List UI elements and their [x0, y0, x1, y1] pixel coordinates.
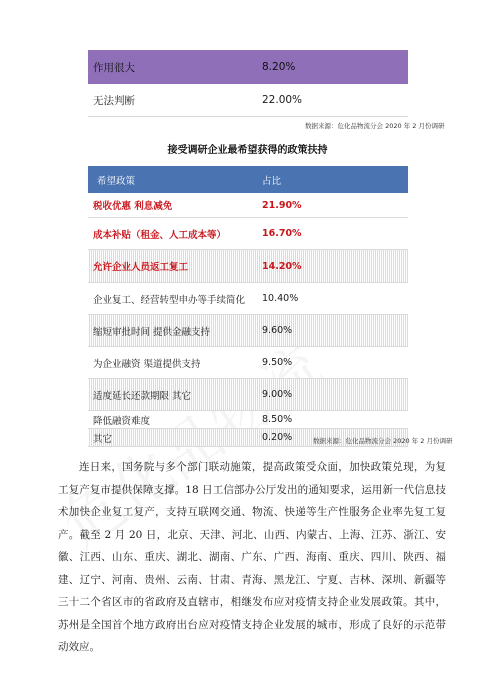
table-row — [88, 193, 408, 218]
table-row — [88, 347, 408, 379]
row-label: 降低融资难度 — [93, 415, 151, 427]
row-value: 10.40% — [262, 293, 299, 304]
row-label: 企业复工、经营转型申办等手续简化 — [93, 294, 246, 306]
row-label: 无法判断 — [93, 94, 135, 107]
source-note: 数据来源：危化品物流分会 2020 年 2 月份调研 — [313, 437, 453, 445]
table-row — [88, 50, 408, 84]
row-value: 9.60% — [262, 325, 293, 336]
row-value: 0.20% — [262, 432, 293, 443]
row-value: 9.00% — [262, 389, 293, 400]
policy-table — [88, 166, 408, 447]
table-row — [88, 218, 408, 250]
row-value: 9.50% — [262, 357, 293, 368]
row-value: 22.00% — [262, 94, 303, 106]
top-table — [88, 50, 408, 117]
row-label: 为企业融资 渠道提供支持 — [93, 358, 201, 370]
row-label: 成本补贴（租金、人工成本等） — [93, 229, 227, 241]
row-value: 16.70% — [262, 228, 302, 239]
table-header — [88, 166, 408, 193]
table-title: 接受调研企业最希望获得的政策扶持 — [167, 145, 328, 156]
table-row — [88, 411, 408, 429]
source-note: 数据来源：危化品物流分会 2020 年 2 月份调研 — [305, 122, 445, 130]
table-row — [88, 315, 408, 347]
row-value: 21.90% — [262, 199, 302, 211]
row-label: 缩短审批时间 提供金融支持 — [93, 326, 211, 338]
header-share: 占比 — [262, 175, 282, 187]
row-value: 8.50% — [262, 414, 293, 425]
row-label: 适度延长还款期限 其它 — [93, 390, 192, 402]
row-label: 允许企业人员返工复工 — [93, 262, 189, 273]
row-value: 14.20% — [262, 260, 302, 272]
row-value: 8.20% — [262, 61, 296, 73]
row-label: 其它 — [93, 433, 113, 445]
body-paragraph: 连日来，国务院与多个部门联动施策，提高政策受众面，加快政策兑现，为复工复产复市提供保障支撑。18 日工信部办公厅发出的通知要求，运用新一代信息技术加快企业复工复产，支持互联网交通、物流、快递等生产性服务企业率先复工复产。截至 2 月 20 日，北京、天津、河北、山西、内蒙古、上海、江苏、浙江、安徽、江西、山东、重庆、湖北、湖南、广东、广西、海南、重庆、四川、陕西、福建、辽宁、河南、贵州、云南、甘肃、青海、黑龙江、宁夏、吉林、深圳、新疆等三十二个省区市的省政府及直辖市，相继发布应对疫情支持企业发展政策。其中，苏州是全国首个地方政府出台应对疫情支持企业发展的城市，形成了良好的示范带动效应。 — [58, 461, 446, 653]
header-policy: 希望政策 — [97, 175, 136, 187]
table-row — [88, 283, 408, 315]
table-row — [88, 84, 408, 117]
row-label: 税收优惠 利息减免 — [93, 201, 173, 212]
table-row — [88, 250, 408, 283]
row-label: 作用很大 — [93, 61, 135, 74]
table-row — [88, 379, 408, 411]
